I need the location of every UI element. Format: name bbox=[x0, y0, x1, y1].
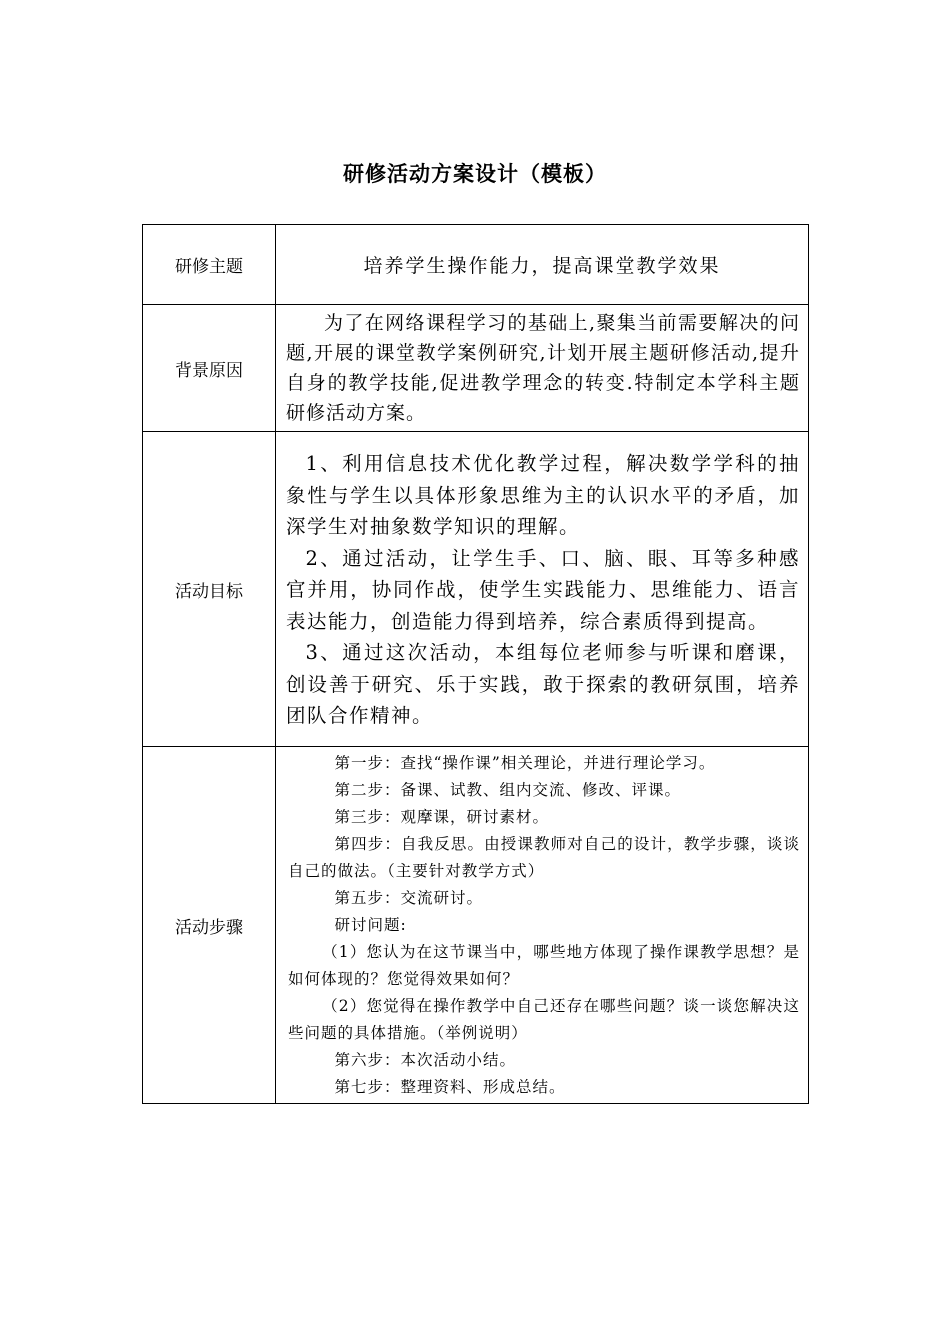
steps-cell bbox=[276, 747, 809, 1104]
background-label: 背景原因 bbox=[143, 305, 276, 432]
table-row-goals bbox=[143, 432, 809, 747]
steps-label: 活动步骤 bbox=[143, 747, 276, 1104]
goal-item-1: 1、利用信息技术优化教学过程，解决数学学科的抽象性与学生以具体形象思维为主的认识水平的矛盾，加深学生对抽象数学知识的理解。 bbox=[286, 452, 800, 539]
questions-heading: 研讨问题: bbox=[334, 915, 407, 934]
goals-content bbox=[276, 446, 808, 732]
theme-content: 培养学生操作能力，提高课堂教学效果 bbox=[363, 255, 721, 277]
table-row-theme bbox=[143, 225, 809, 305]
background-content: 为了在网络课程学习的基础上,聚集当前需要解决的问题,开展的课堂教学案例研究,计划开展主题研修活动,提升自身的教学技能,促进教学理念的转变.特制定本学科主题研修活动方案。 bbox=[286, 312, 800, 424]
step-4: 第四步：自我反思。由授课教师对自己的设计，教学步骤，谈谈自己的做法。（主要针对教学方式） bbox=[288, 834, 800, 880]
table-row-steps bbox=[143, 747, 809, 1104]
question-2: （2）您觉得在操作教学中自己还存在哪些问题？谈一谈您解决这些问题的具体措施。（举例说明） bbox=[288, 996, 800, 1042]
plan-table bbox=[142, 224, 809, 1104]
step-6: 第六步：本次活动小结。 bbox=[334, 1050, 517, 1069]
background-cell bbox=[276, 305, 809, 432]
goals-label: 活动目标 bbox=[143, 432, 276, 747]
goals-cell bbox=[276, 432, 809, 747]
page-title: 研修活动方案设计（模板） bbox=[343, 162, 607, 186]
step-2: 第二步：备课、试教、组内交流、修改、评课。 bbox=[334, 780, 682, 799]
table-row-background bbox=[143, 305, 809, 432]
goal-item-2: 2、通过活动，让学生手、口、脑、眼、耳等多种感官并用，协同作战，使学生实践能力、思维能力、语言表达能力，创造能力得到培养，综合素质得到提高。 bbox=[286, 546, 800, 633]
goal-item-3: 3、通过这次活动，本组每位老师参与听课和磨课，创设善于研究、乐于实践，敢于探索的教研氛围，培养团队合作精神。 bbox=[286, 641, 800, 728]
step-3: 第三步：观摩课，研讨素材。 bbox=[334, 807, 550, 826]
theme-cell bbox=[276, 225, 809, 305]
step-7: 第七步：整理资料、形成总结。 bbox=[334, 1077, 566, 1096]
step-1: 第一步：查找“操作课”相关理论，并进行理论学习。 bbox=[334, 753, 716, 772]
question-1: （1）您认为在这节课当中，哪些地方体现了操作课教学思想？是如何体现的？您觉得效果如何？ bbox=[288, 942, 800, 988]
step-5: 第五步：交流研讨。 bbox=[334, 888, 484, 907]
steps-content bbox=[276, 750, 808, 1101]
theme-label: 研修主题 bbox=[143, 225, 276, 305]
